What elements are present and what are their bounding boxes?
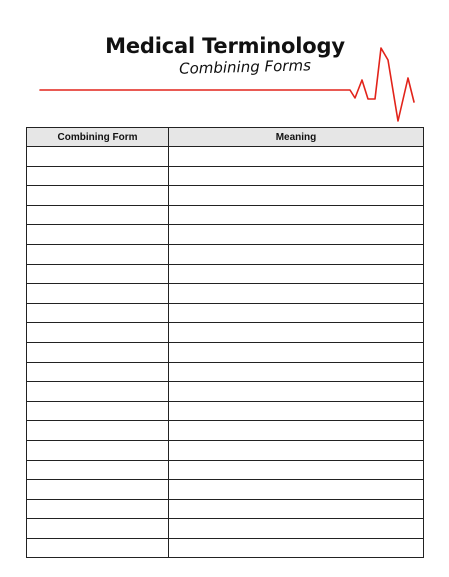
meaning-cell[interactable]	[169, 186, 424, 206]
combining-form-cell[interactable]	[27, 147, 169, 167]
meaning-cell[interactable]	[169, 323, 424, 343]
meaning-cell[interactable]	[169, 147, 424, 167]
table-row	[27, 480, 424, 500]
table-row	[27, 519, 424, 539]
meaning-cell[interactable]	[169, 342, 424, 362]
meaning-cell[interactable]	[169, 401, 424, 421]
meaning-cell[interactable]	[169, 421, 424, 441]
table-header-row	[27, 128, 424, 147]
table-row	[27, 244, 424, 264]
table-body	[27, 147, 424, 558]
table-row	[27, 362, 424, 382]
combining-form-cell[interactable]	[27, 264, 169, 284]
combining-form-cell[interactable]	[27, 342, 169, 362]
table-row	[27, 401, 424, 421]
table-row	[27, 205, 424, 225]
combining-form-cell[interactable]	[27, 303, 169, 323]
combining-form-cell[interactable]	[27, 421, 169, 441]
meaning-cell[interactable]	[169, 205, 424, 225]
combining-form-cell[interactable]	[27, 480, 169, 500]
combining-form-cell[interactable]	[27, 401, 169, 421]
meaning-cell[interactable]	[169, 519, 424, 539]
table-row	[27, 264, 424, 284]
combining-form-cell[interactable]	[27, 538, 169, 558]
combining-form-cell[interactable]	[27, 323, 169, 343]
terminology-table	[26, 127, 424, 558]
meaning-cell[interactable]	[169, 440, 424, 460]
page-subtitle: Combining Forms	[178, 56, 312, 78]
table-row	[27, 186, 424, 206]
meaning-cell[interactable]	[169, 225, 424, 245]
table-row	[27, 323, 424, 343]
table-row	[27, 460, 424, 480]
page-header	[0, 0, 449, 125]
meaning-cell[interactable]	[169, 538, 424, 558]
table-row	[27, 225, 424, 245]
table-row	[27, 147, 424, 167]
combining-form-cell[interactable]	[27, 440, 169, 460]
combining-form-cell[interactable]	[27, 225, 169, 245]
meaning-cell[interactable]	[169, 499, 424, 519]
combining-form-cell[interactable]	[27, 519, 169, 539]
table-row	[27, 382, 424, 402]
table-row	[27, 538, 424, 558]
combining-form-cell[interactable]	[27, 284, 169, 304]
table-row	[27, 421, 424, 441]
combining-form-cell[interactable]	[27, 460, 169, 480]
combining-form-cell[interactable]	[27, 382, 169, 402]
table-row	[27, 166, 424, 186]
meaning-cell[interactable]	[169, 480, 424, 500]
heartbeat-line-icon	[0, 0, 449, 125]
combining-form-cell[interactable]	[27, 166, 169, 186]
combining-form-cell[interactable]	[27, 205, 169, 225]
table-row	[27, 303, 424, 323]
combining-form-cell[interactable]	[27, 362, 169, 382]
table-row	[27, 499, 424, 519]
meaning-cell[interactable]	[169, 362, 424, 382]
table-row	[27, 342, 424, 362]
meaning-cell[interactable]	[169, 382, 424, 402]
column-header-meaning: Meaning	[169, 128, 424, 147]
table-row	[27, 440, 424, 460]
meaning-cell[interactable]	[169, 284, 424, 304]
table-row	[27, 284, 424, 304]
combining-form-cell[interactable]	[27, 499, 169, 519]
meaning-cell[interactable]	[169, 166, 424, 186]
meaning-cell[interactable]	[169, 303, 424, 323]
meaning-cell[interactable]	[169, 244, 424, 264]
column-header-combining-form: Combining Form	[27, 128, 169, 147]
meaning-cell[interactable]	[169, 264, 424, 284]
combining-form-cell[interactable]	[27, 186, 169, 206]
page-title: Medical Terminology	[105, 34, 345, 58]
meaning-cell[interactable]	[169, 460, 424, 480]
combining-form-cell[interactable]	[27, 244, 169, 264]
